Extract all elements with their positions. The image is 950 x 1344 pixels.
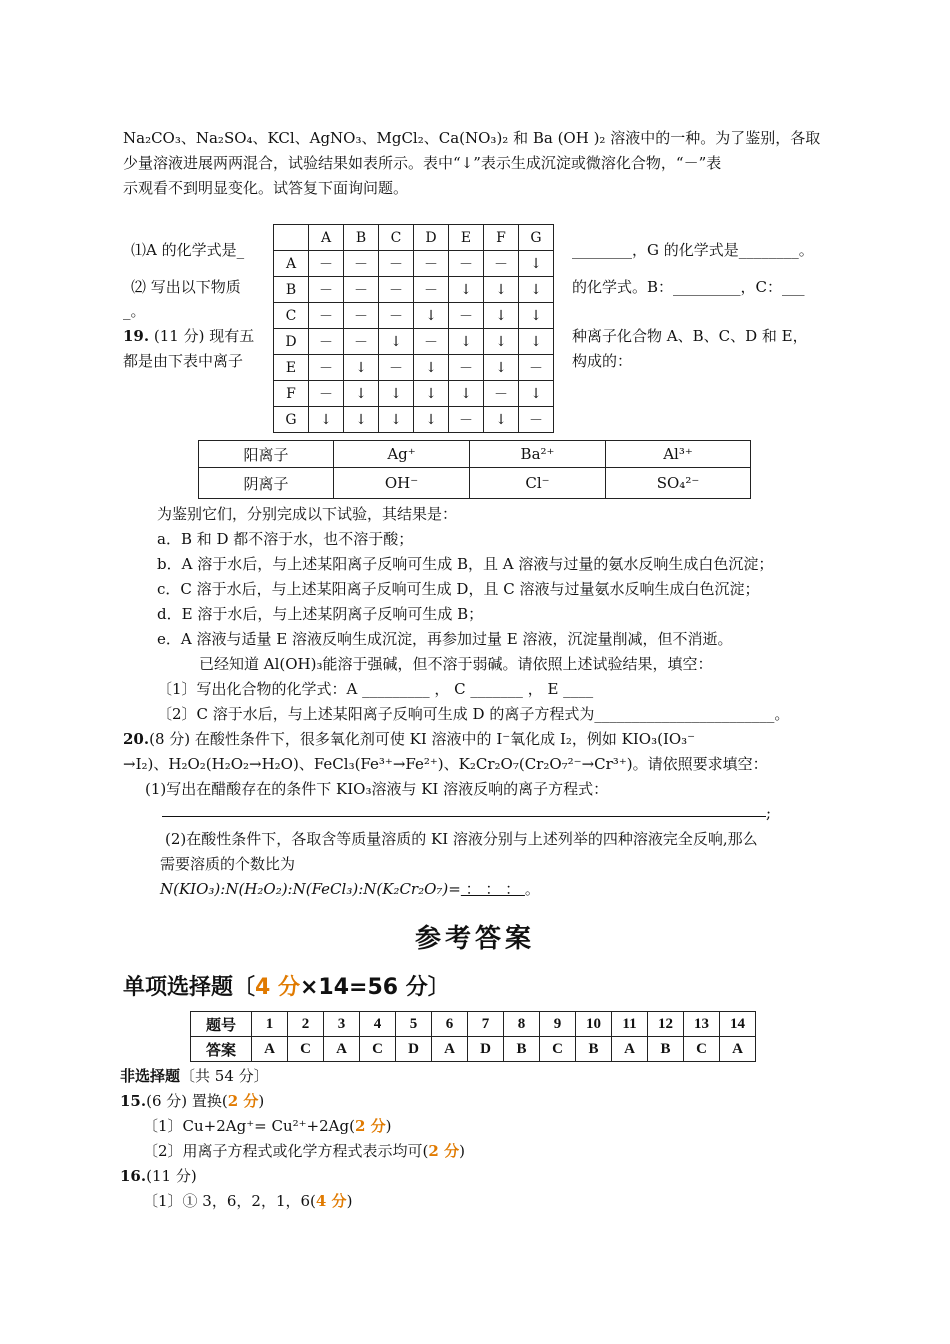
q19-heading-left — [123, 326, 254, 346]
answer-choice: A — [252, 1037, 288, 1062]
answer-num: 9 — [540, 1012, 576, 1037]
result-cell: － — [309, 355, 344, 381]
anion-cell: Cl⁻ — [470, 468, 606, 499]
answer-choice: A — [324, 1037, 360, 1062]
answer-choice: D — [468, 1037, 504, 1062]
result-cell: ↓ — [484, 355, 519, 381]
result-cell: － — [309, 329, 344, 355]
row-header: A — [274, 251, 309, 277]
answer-choice: D — [396, 1037, 432, 1062]
ion-table — [198, 440, 751, 499]
answer-num: 12 — [648, 1012, 684, 1037]
q15-1-answer — [143, 1116, 391, 1136]
answer-choice: C — [288, 1037, 324, 1062]
result-cell: － — [379, 355, 414, 381]
q20-line-6: 需要溶质的个数比为 — [160, 855, 296, 873]
nonchoice-heading — [120, 1066, 269, 1086]
answer-num: 8 — [504, 1012, 540, 1037]
q16-text: (11 分) — [146, 1167, 197, 1185]
q15-number: 15. — [120, 1092, 147, 1110]
answer-choice: B — [648, 1037, 684, 1062]
result-cell: ↓ — [379, 407, 414, 433]
col-header: E — [449, 225, 484, 251]
q19-text-line: 〔2〕C 溶于水后，与上述某阳离子反响可生成 D 的离子方程式为________________________。 — [157, 705, 790, 723]
section-score: 4 分 — [255, 975, 300, 1000]
q19-text-line: c．C 溶于水后，与上述某阳离子反响可生成 D，且 C 溶液与过量氨水反响生成白色沉淀； — [157, 580, 760, 598]
result-cell: － — [414, 251, 449, 277]
result-cell: － — [344, 329, 379, 355]
table-row — [274, 355, 554, 381]
result-cell: ↓ — [414, 303, 449, 329]
cation-cell: Al³⁺ — [606, 441, 751, 468]
result-cell: ↓ — [414, 407, 449, 433]
q16-number: 16. — [120, 1167, 147, 1185]
result-cell: － — [484, 381, 519, 407]
anion-cell: SO₄²⁻ — [606, 468, 751, 499]
answer-choice: C — [684, 1037, 720, 1062]
q19-text-line: e．A 溶液与适量 E 溶液反响生成沉淀，再参加过量 E 溶液，沉淀量削减，但不消逝。 — [157, 630, 733, 648]
answer-choice: C — [360, 1037, 396, 1062]
result-cell: ↓ — [344, 355, 379, 381]
anion-cell: OH⁻ — [334, 468, 470, 499]
q20-answer-blank[interactable] — [162, 815, 766, 817]
answer-num: 2 — [288, 1012, 324, 1037]
q15-1-close: ) — [385, 1117, 392, 1135]
result-cell: ↓ — [519, 251, 554, 277]
q18-part1-right: ________，G 的化学式是________。 — [572, 241, 814, 259]
q20-ratio-expr: N(KIO₃):N(H₂O₂):N(FeCl₃):N(K₂Cr₂O₇)= — [160, 880, 461, 898]
col-header: B — [344, 225, 379, 251]
row-header: G — [274, 407, 309, 433]
reaction-table — [273, 224, 554, 433]
result-cell: ↓ — [484, 407, 519, 433]
answer-num: 3 — [324, 1012, 360, 1037]
result-cell: － — [344, 277, 379, 303]
answer-choice: B — [504, 1037, 540, 1062]
result-cell: ↓ — [519, 277, 554, 303]
q18-part2-right: 的化学式。B：_________，C：___ — [572, 278, 805, 296]
table-row — [191, 1012, 756, 1037]
row-header: E — [274, 355, 309, 381]
result-cell: － — [379, 251, 414, 277]
result-cell: － — [519, 407, 554, 433]
q19-text-line: a．B 和 D 都不溶于水，也不溶于酸； — [157, 530, 414, 548]
answer-num: 10 — [576, 1012, 612, 1037]
q18-part1-left: ⑴A 的化学式是_ — [131, 241, 245, 259]
answer-num: 14 — [720, 1012, 756, 1037]
answer-num: 4 — [360, 1012, 396, 1037]
q15-2-answer — [143, 1141, 465, 1161]
q19-text-line: 为鉴别它们，分别完成以下试验，其结果是： — [157, 505, 458, 523]
q19-text-line: 〔1〕写出化合物的化学式：A _________ ， C _______ ， E ____ — [157, 680, 594, 698]
q20-line7-end: 。 — [524, 880, 540, 898]
table-row — [274, 303, 554, 329]
q19-number: 19. — [123, 327, 150, 345]
answer-num: 11 — [612, 1012, 648, 1037]
cation-cell: Ba²⁺ — [470, 441, 606, 468]
result-cell: － — [309, 251, 344, 277]
result-cell: ↓ — [449, 277, 484, 303]
q15-2-score: 2 分 — [428, 1142, 460, 1160]
row-header: C — [274, 303, 309, 329]
q19-line2-left: 都是由下表中离子 — [123, 352, 244, 370]
q15-1-text: 〔1〕Cu+2Ag⁺= Cu²⁺+2Ag( — [143, 1117, 355, 1135]
q20-ratio-blank[interactable]: ： ： ： — [460, 880, 525, 898]
q18-part2-left: ⑵ 写出以下物质 — [131, 278, 241, 296]
answer-choice: A — [432, 1037, 468, 1062]
result-cell: － — [309, 277, 344, 303]
q15-score: 2 分 — [227, 1092, 259, 1110]
q20-line-1 — [123, 729, 695, 749]
table-row — [274, 277, 554, 303]
table-row — [274, 251, 554, 277]
result-cell: ↓ — [449, 381, 484, 407]
result-cell: － — [414, 329, 449, 355]
q19-line2-right: 构成的： — [572, 352, 633, 370]
table-corner — [274, 225, 309, 251]
answer-num: 6 — [432, 1012, 468, 1037]
result-cell: ↓ — [484, 329, 519, 355]
section-title — [123, 970, 450, 1001]
answer-choice: B — [576, 1037, 612, 1062]
result-cell: － — [449, 303, 484, 329]
result-cell: ↓ — [519, 381, 554, 407]
result-cell: － — [379, 277, 414, 303]
result-cell: － — [309, 381, 344, 407]
q20-number: 20. — [123, 730, 150, 748]
q16-1-score: 4 分 — [315, 1192, 347, 1210]
row-header: B — [274, 277, 309, 303]
result-cell: － — [519, 355, 554, 381]
q20-line-5: (2)在酸性条件下，各取含等质量溶质的 KI 溶液分别与上述列举的四种溶液完全反响,那么 — [165, 830, 758, 848]
q19-text-line: b．A 溶于水后，与上述某阳离子反响可生成 B，且 A 溶液与过量的氨水反响生成白色沉淀； — [157, 555, 774, 573]
intro-line-1: Na₂CO₃、Na₂SO₄、KCl、AgNO₃、MgCl₂、Ca(NO₃)₂ 和 Ba (OH )₂ 溶液中的一种。为了鉴别，各取 — [123, 129, 821, 147]
result-cell: ↓ — [414, 381, 449, 407]
cation-cell: Ag⁺ — [334, 441, 470, 468]
q20-line-7 — [160, 879, 540, 899]
section-title-pre: 单项选择题〔 — [123, 975, 256, 1000]
row-header: D — [274, 329, 309, 355]
result-cell: － — [484, 251, 519, 277]
q20-line1-text: (8 分) 在酸性条件下，很多氧化剂可使 KI 溶液中的 I⁻氧化成 I₂，例如 KIO₃(IO₃⁻ — [149, 730, 696, 748]
col-header: F — [484, 225, 519, 251]
q20-line4-end: ; — [766, 804, 772, 822]
result-cell: ↓ — [519, 329, 554, 355]
result-cell: － — [449, 355, 484, 381]
q18-part2-tail: _。 — [123, 302, 146, 320]
q15-2-close: ) — [459, 1142, 465, 1160]
table-row — [199, 468, 751, 499]
answer-choice: A — [720, 1037, 756, 1062]
result-cell: ↓ — [309, 407, 344, 433]
q15-2-text: 〔2〕用离子方程式或化学方程式表示均可( — [143, 1142, 429, 1160]
answer-table — [190, 1011, 756, 1062]
q16-answer — [120, 1166, 197, 1186]
result-cell: － — [344, 251, 379, 277]
table-row — [274, 381, 554, 407]
anion-label: 阴离子 — [199, 468, 334, 499]
table-row — [274, 329, 554, 355]
result-cell: ↓ — [379, 381, 414, 407]
result-cell: ↓ — [449, 329, 484, 355]
answer-num: 1 — [252, 1012, 288, 1037]
nonchoice-rest: 〔共 54 分〕 — [180, 1067, 269, 1085]
result-cell: － — [379, 303, 414, 329]
col-header: D — [414, 225, 449, 251]
q20-line-2: →I₂)、H₂O₂(H₂O₂→H₂O)、FeCl₃(Fe³⁺→Fe²⁺)、K₂Cr₂O₇(Cr₂O₇²⁻→Cr³⁺)。请依照要求填空： — [123, 755, 768, 773]
nonchoice-bold: 非选择题 — [120, 1067, 181, 1085]
result-cell: ↓ — [379, 329, 414, 355]
intro-line-3: 示观看不到明显变化。试答复下面询问题。 — [123, 179, 409, 197]
table-row — [191, 1037, 756, 1062]
q15-1-score: 2 分 — [354, 1117, 386, 1135]
q15-text: (6 分) 置换( — [146, 1092, 228, 1110]
answer-num-head: 题号 — [191, 1012, 252, 1037]
table-row — [199, 441, 751, 468]
answer-title: 参考答案 — [414, 924, 535, 954]
answer-choice-head: 答案 — [191, 1037, 252, 1062]
section-title-post: ×14=56 分〕 — [299, 975, 450, 1000]
q19-head-text: (11 分) 现有五 — [153, 327, 255, 345]
q19-text-line: d．E 溶于水后，与上述某阴离子反响可生成 B； — [157, 605, 484, 623]
q15-close: ) — [258, 1092, 265, 1110]
answer-num: 7 — [468, 1012, 504, 1037]
q19-heading-right: 种离子化合物 A、B、C、D 和 E， — [572, 327, 808, 345]
q20-line-3: (1)写出在醋酸存在的条件下 KIO₃溶液与 KI 溶液反响的离子方程式： — [145, 780, 609, 798]
q16-1-close: ) — [346, 1192, 353, 1210]
result-cell: ↓ — [344, 381, 379, 407]
q15-answer — [120, 1091, 264, 1111]
result-cell: ↓ — [484, 303, 519, 329]
table-row — [274, 407, 554, 433]
cation-label: 阳离子 — [199, 441, 334, 468]
row-header: F — [274, 381, 309, 407]
result-cell: － — [309, 303, 344, 329]
q19-text-line: 已经知道 Al(OH)₃能溶于强碱，但不溶于弱碱。请依照上述试验结果，填空： — [199, 655, 713, 673]
result-cell: ↓ — [344, 407, 379, 433]
answer-choice: C — [540, 1037, 576, 1062]
answer-num: 13 — [684, 1012, 720, 1037]
answer-choice: A — [612, 1037, 648, 1062]
intro-line-2: 少量溶液进展两两混合，试验结果如表所示。表中“↓”表示生成沉淀或微溶化合物，“－”表 — [123, 154, 722, 172]
result-cell: － — [414, 277, 449, 303]
q16-1-answer — [143, 1191, 352, 1211]
result-cell: － — [449, 251, 484, 277]
result-cell: － — [344, 303, 379, 329]
q16-1-text: 〔1〕① 3，6，2，1，6( — [143, 1192, 316, 1210]
result-cell: ↓ — [519, 303, 554, 329]
result-cell: ↓ — [484, 277, 519, 303]
result-cell: ↓ — [414, 355, 449, 381]
answer-num: 5 — [396, 1012, 432, 1037]
col-header: A — [309, 225, 344, 251]
col-header: G — [519, 225, 554, 251]
col-header: C — [379, 225, 414, 251]
result-cell: － — [449, 407, 484, 433]
